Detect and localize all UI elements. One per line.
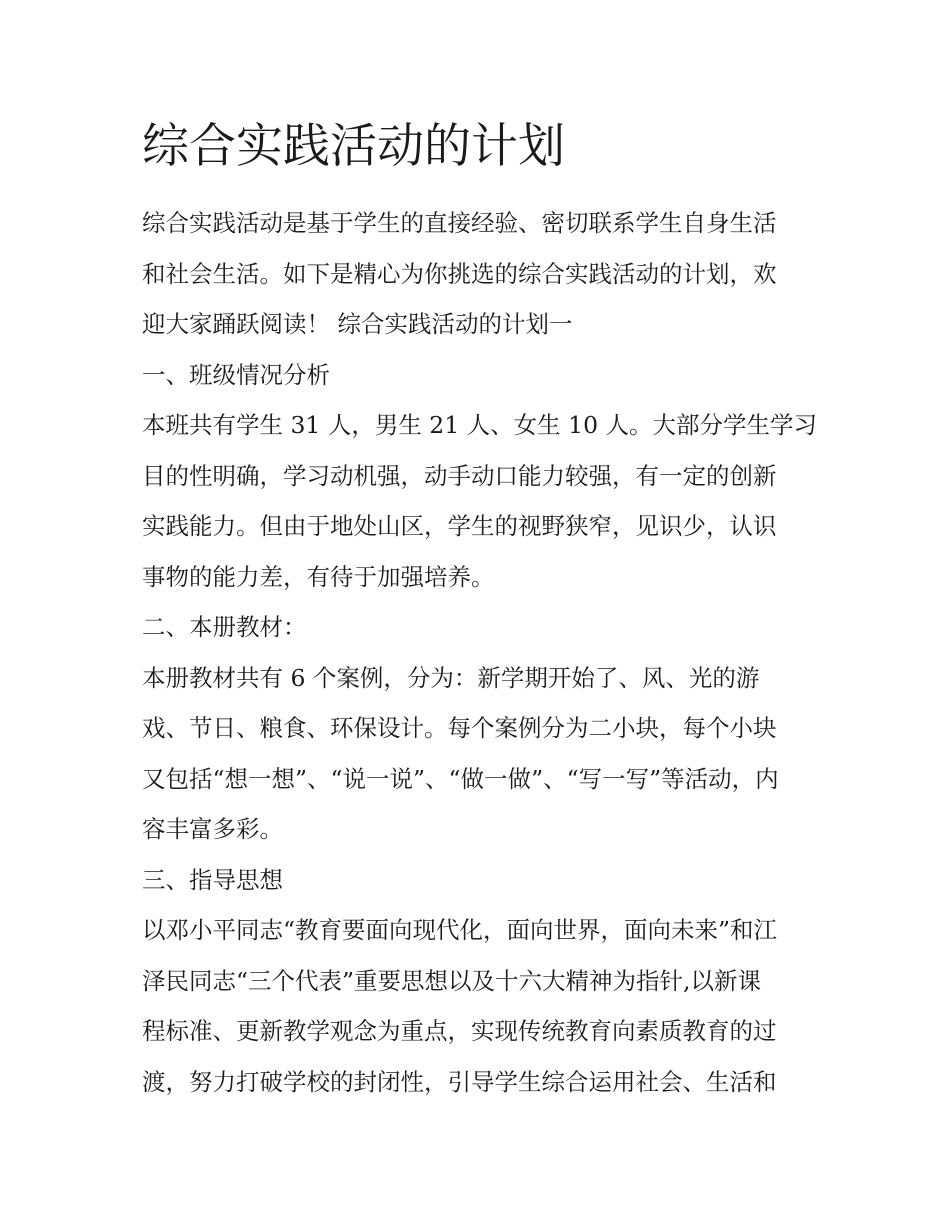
paragraph-line: 程标准、更新教学观念为重点，实现传统教育向素质教育的过 bbox=[142, 1017, 777, 1045]
paragraph-line: 以邓小平同志“教育要面向现代化，面向世界，面向未来”和江 bbox=[142, 916, 778, 944]
paragraph-line: 渡，努力打破学校的封闭性，引导学生综合运用社会、生活和 bbox=[142, 1067, 777, 1096]
document-title: 综合实践活动的计划 bbox=[142, 119, 565, 174]
paragraph-line: 本册教材共有 6 个案例，分为：新学期开始了、风、光的游 bbox=[142, 663, 760, 692]
paragraph-line: 容丰富多彩。 bbox=[142, 815, 283, 843]
paragraph-line: 戏、节日、粮食、环保设计。每个案例分为二小块，每个小块 bbox=[142, 714, 777, 742]
paragraph-line: 目的性明确，学习动机强，动手动口能力较强，有一定的创新 bbox=[142, 461, 777, 490]
paragraph-line: 本班共有学生 31 人，男生 21 人、女生 10 人。大部分学生学习 bbox=[142, 411, 818, 439]
section-heading: 二、本册教材： bbox=[142, 613, 307, 641]
section-heading: 三、指导思想 bbox=[142, 865, 283, 894]
paragraph-line: 又包括“想一想”、“说一说”、“做一做”、“写一写”等活动，内 bbox=[142, 764, 779, 793]
paragraph-line: 迎大家踊跃阅读！ 综合实践活动的计划一 bbox=[142, 310, 573, 338]
paragraph-line: 和社会生活。如下是精心为你挑选的综合实践活动的计划，欢 bbox=[142, 259, 777, 288]
paragraph-line: 综合实践活动是基于学生的直接经验、密切联系学生自身生活 bbox=[142, 209, 777, 237]
section-heading: 一、班级情况分析 bbox=[142, 360, 330, 389]
document-content bbox=[142, 112, 818, 1107]
paragraph-line: 泽民同志“三个代表”重要思想以及十六大精神为指针,以新课 bbox=[142, 966, 761, 995]
paragraph-line: 事物的能力差，有待于加强培养。 bbox=[142, 562, 495, 591]
paragraph-line: 实践能力。但由于地处山区，学生的视野狭窄，见识少，认识 bbox=[142, 512, 777, 540]
